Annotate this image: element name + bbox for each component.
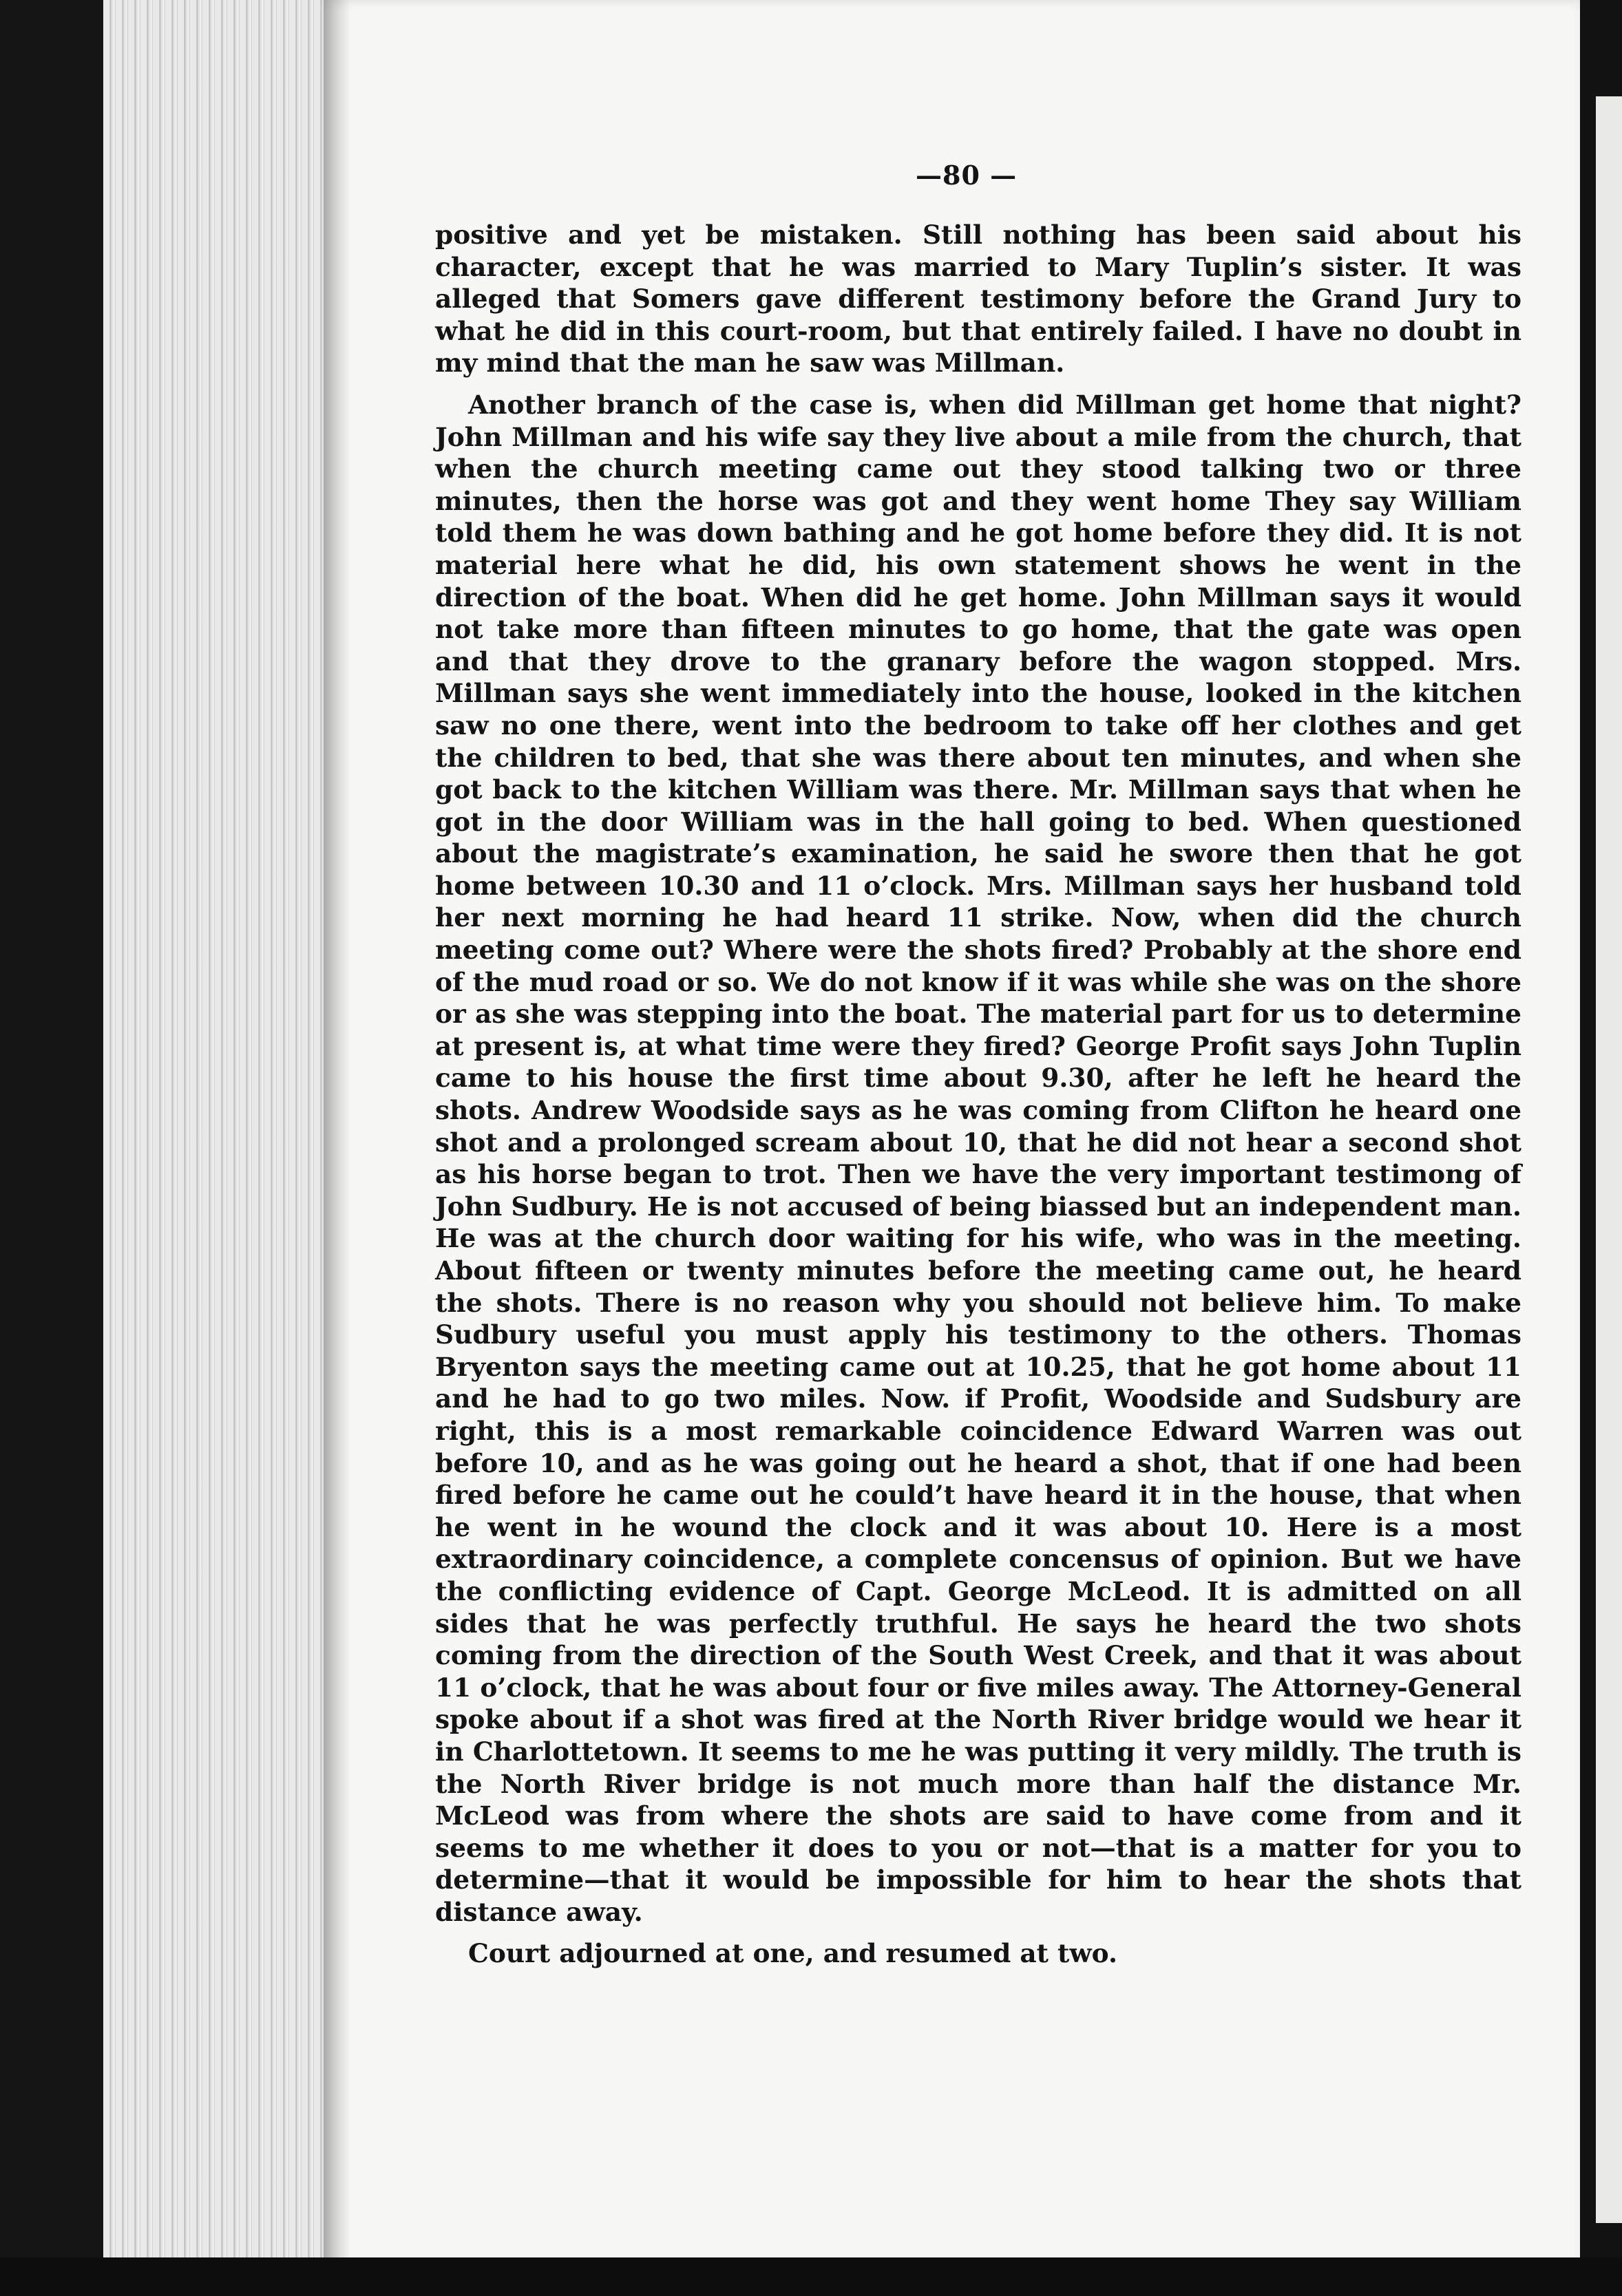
binding-shadow bbox=[324, 0, 351, 2296]
paragraph-2: Another branch of the case is, when did Millman get home that night? John Millman and his wife say they live about a mile from the church, that when the church meeting came out they stood talking two or three minutes, then the horse was got and they went home They say William told them he was down bathing and he got home before they did. It is not material here what he did, his own statement shows he went in the direction of the boat. When did he get home. John Millman says it would not take more than fifteen minutes to go home, that the gate was open and that they drove to the granary before the wagon stopped. Mrs. Millman says she went immediately into the house, looked in the kitchen saw no one there, went into the bedroom to take off her clothes and get the children to bed, that she was there about ten minutes, and when she got back to the kitchen William was there. Mr. Millman says that when he got in the door William was in the hall going to bed. When questioned about the magistrate’s examination, he said he swore then that he got home between 10.30 and 11 o’clock. Mrs. Millman says her husband told her next morning he had heard 11 strike. Now, when did the church meeting come out? Where were the shots fired? Probably at the shore end of the mud road or so. We do not know if it was while she was on the shore or as she was stepping into the boat. The material part for us to determine at present is, at what time were they fired? George Profit says John Tuplin came to his house the first time about 9.30, after he left he heard the shots. Andrew Woodside says as he was coming from Clifton he heard one shot and a prolonged scream about 10, that he did not hear a second shot as his horse began to trot. Then we have the very important testimong of John Sudbury. He is not accused of being biassed but an independent man. He was at the church door waiting for his wife, who was in the meeting. About fifteen or twenty minutes before the meeting came out, he heard the shots. There is no reason why you should not believe him. To make Sudbury useful you must apply his testimony to the others. Thomas Bryenton says the meeting came out at 10.25, that he got home about 11 and he had to go two miles. Now. if Profit, Woodside and Sudsbury are right, this is a most remarkable coincidence Edward Warren was out before 10, and as he was going out he heard a shot, that if one had been fired before he came out he could’t have heard it in the house, that when he went in he wound the clock and it was about 10. Here is a most extraordinary coincidence, a complete concensus of opinion. But we have the conflicting evidence of Capt. George McLeod. It is admitted on all sides that he was perfectly truthful. He says he heard the two shots coming from the direction of the South West Creek, and that it was about 11 o’clock, that he was about four or five miles away. The Attorney-General spoke about if a shot was fired at the North River bridge would we hear it in Charlottetown. It seems to me he was putting it very mildly. The truth is the North River bridge is not much more than half the distance Mr. McLeod was from where the shots are said to have come from and it seems to me whether it does to you or not—that is a matter for you to determine—that it would be impossible for him to hear the shots that distance away. bbox=[435, 389, 1521, 1927]
page-number: —80 — bbox=[916, 160, 1018, 191]
page-body-text bbox=[435, 219, 1521, 1979]
facing-page-sliver bbox=[1596, 96, 1622, 2223]
paragraph-3: Court adjourned at one, and resumed at two. bbox=[468, 1938, 1118, 1969]
left-dark-background bbox=[0, 0, 103, 2296]
stacked-page-edges bbox=[103, 0, 348, 2296]
bottom-dark-background bbox=[0, 2257, 1622, 2296]
paragraph-1: positive and yet be mistaken. Still nothing has been said about his character, except that he was married to Mary Tuplin’s sister. It was alleged that Somers gave different testimony before the Grand Jury to what he did in this court-room, but that entirely failed. I have no doubt in my mind that the man he saw was Millman. bbox=[435, 220, 1521, 379]
